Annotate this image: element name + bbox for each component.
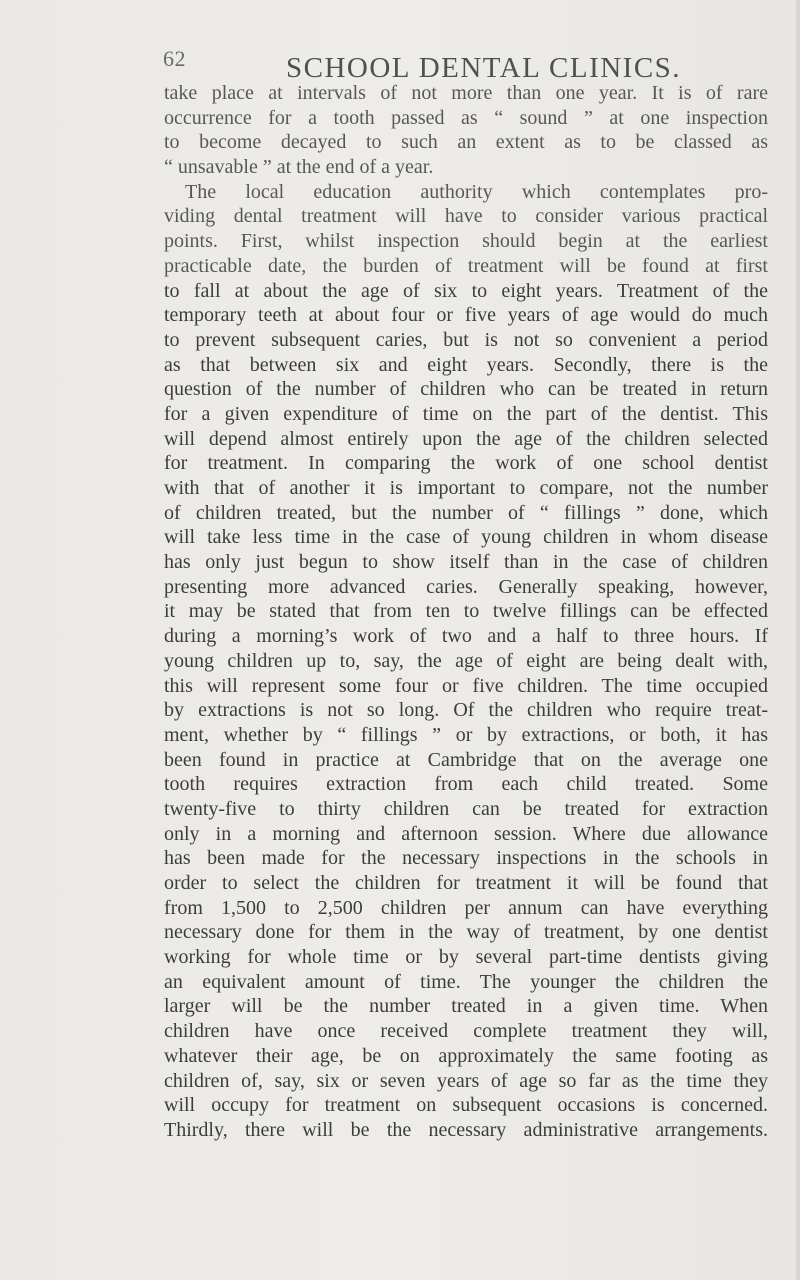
text-line: by extractions is not so long. Of the children who require treat-: [164, 699, 768, 722]
text-line: order to select the children for treatment it will be found that: [164, 872, 768, 894]
text-line: has only just begun to show itself than in the case of children: [164, 551, 768, 574]
text-line: points. First, whilst inspection should begin at the earliest: [164, 230, 768, 253]
text-line: necessary done for them in the way of treatment, by one dentist: [164, 921, 768, 944]
page-edge-shadow: [796, 0, 800, 1280]
text-line: take place at intervals of not more than one year. It is of rare: [164, 82, 768, 104]
text-line: to prevent subsequent caries, but is not so convenient a period: [164, 328, 768, 351]
text-line: temporary teeth at about four or five years of age would do much: [164, 304, 768, 327]
text-line: it may be stated that from ten to twelve fillings can be effected: [164, 600, 768, 623]
text-line: will depend almost entirely upon the age of the children selected: [164, 427, 768, 450]
text-line: for treatment. In comparing the work of one school dentist: [164, 452, 768, 475]
text-line: whatever their age, be on approximately the same footing as: [164, 1044, 768, 1067]
text-line: working for whole time or by several part-time dentists giving: [164, 946, 768, 969]
text-line: ment, whether by “ fillings ” or by extractions, or both, it has: [164, 723, 768, 746]
text-line: tooth requires extraction from each child treated. Some: [164, 773, 768, 796]
text-line: has been made for the necessary inspections in the schools in: [164, 847, 768, 870]
text-line: this will represent some four or five children. The time occupied: [164, 674, 768, 697]
text-line: children have once received complete treatment they will,: [164, 1020, 768, 1043]
text-line: Thirdly, there will be the necessary administrative arrangements.: [164, 1118, 768, 1141]
text-line: only in a morning and afternoon session. Where due allowance: [164, 822, 768, 845]
text-line: young children up to, say, the age of eight are being dealt with,: [164, 649, 768, 672]
page-header: [0, 42, 800, 82]
text-line: an equivalent amount of time. The younger the children the: [164, 970, 768, 993]
text-line: question of the number of children who can be treated in return: [164, 378, 768, 401]
text-line: children of, say, six or seven years of age so far as the time they: [164, 1069, 768, 1092]
text-line: will occupy for treatment on subsequent occasions is concerned.: [164, 1094, 768, 1117]
paragraph-start-line: The local education authority which contemplates pro-: [185, 180, 768, 203]
text-line: “ unsavable ” at the end of a year.: [164, 156, 434, 179]
text-line: of children treated, but the number of “ fillings ” done, which: [164, 501, 768, 524]
text-line: to fall at about the age of six to eight years. Treatment of the: [164, 279, 768, 302]
text-line: to become decayed to such an extent as to be classed as: [164, 131, 768, 154]
text-line: occurrence for a tooth passed as “ sound ” at one inspection: [164, 106, 768, 129]
text-line: viding dental treatment will have to consider various practical: [164, 205, 768, 228]
text-line: with that of another it is important to compare, not the number: [164, 477, 768, 499]
text-line: will take less time in the case of young children in whom disease: [164, 526, 768, 549]
text-line: larger will be the number treated in a given time. When: [164, 995, 768, 1018]
text-line: presenting more advanced caries. Generally speaking, however,: [164, 575, 768, 598]
text-line: from 1,500 to 2,500 children per annum can have everything: [164, 896, 768, 919]
text-line: practicable date, the burden of treatment will be found at first: [164, 254, 768, 277]
text-line: as that between six and eight years. Secondly, there is the: [164, 353, 768, 376]
text-line: twenty-five to thirty children can be treated for extraction: [164, 797, 768, 820]
page-number: 62: [163, 46, 186, 71]
text-line: during a morning’s work of two and a half to three hours. If: [164, 625, 768, 648]
text-line: been found in practice at Cambridge that on the average one: [164, 748, 768, 771]
running-head: SCHOOL DENTAL CLINICS.: [286, 52, 682, 84]
text-line: for a given expenditure of time on the part of the dentist. This: [164, 402, 768, 425]
body-text: [164, 81, 768, 1143]
